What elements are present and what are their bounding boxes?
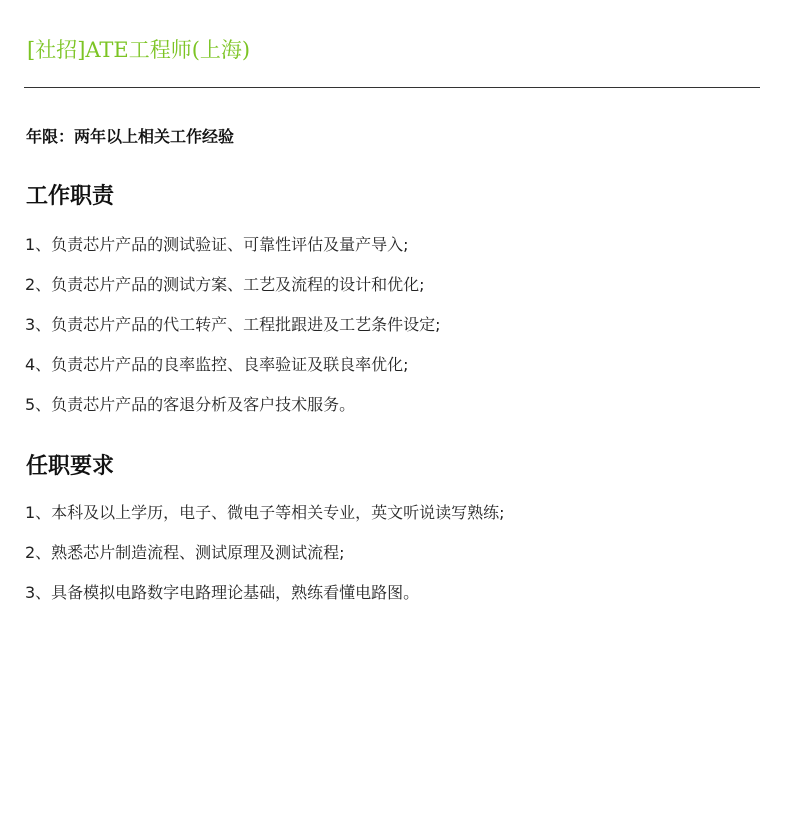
requirements-list [25,502,505,622]
requirement-item: 2、熟悉芯片制造流程、测试原理及测试流程; [25,543,345,562]
duties-list [25,234,441,434]
requirement-item: 3、具备模拟电路数字电路理论基础，熟练看懂电路图。 [25,583,420,602]
job-title: [社招]ATE工程师(上海) [27,38,251,62]
title-divider [24,87,760,88]
duty-item: 4、负责芯片产品的良率监控、良率验证及联良率优化; [25,355,409,374]
duty-item: 1、负责芯片产品的测试验证、可靠性评估及量产导入; [25,235,409,254]
duty-item: 3、负责芯片产品的代工转产、工程批跟进及工艺条件设定; [25,315,441,334]
duties-heading: 工作职责 [26,184,115,209]
duty-item: 5、负责芯片产品的客退分析及客户技术服务。 [25,395,356,414]
experience-requirement: 年限：两年以上相关工作经验 [26,127,235,146]
duty-item: 2、负责芯片产品的测试方案、工艺及流程的设计和优化; [25,275,425,294]
requirement-item: 1、本科及以上学历，电子、微电子等相关专业，英文听说读写熟练; [25,503,505,522]
requirements-heading: 任职要求 [26,454,115,479]
